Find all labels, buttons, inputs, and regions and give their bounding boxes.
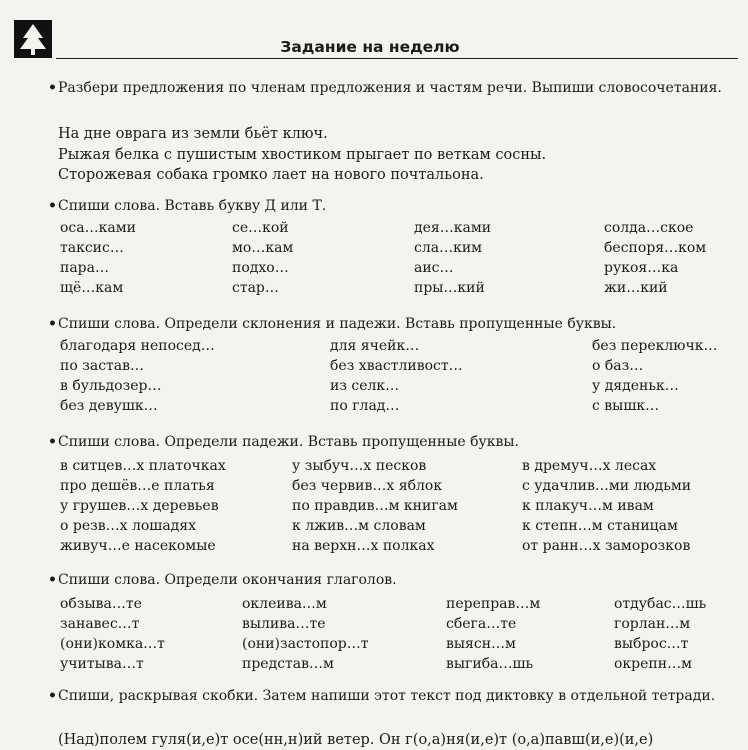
word-item: учитыва…т bbox=[60, 656, 144, 672]
task-2-words bbox=[60, 218, 730, 300]
word-item: выгиба…шь bbox=[446, 656, 534, 672]
page-title: Задание на неделю bbox=[214, 38, 526, 56]
word-item: про дешёв…е платья bbox=[60, 478, 215, 494]
word-item: сла…ким bbox=[414, 240, 483, 256]
word-item: жи…кий bbox=[604, 280, 668, 296]
word-item: к степн…м станицам bbox=[522, 518, 678, 534]
word-item: по правдив…м книгам bbox=[292, 498, 458, 514]
word-item: без червив…х яблок bbox=[292, 478, 443, 494]
task-3-words bbox=[60, 336, 730, 418]
word-item: щё…кам bbox=[60, 280, 124, 296]
word-item: выброс…т bbox=[614, 636, 689, 652]
task-2 bbox=[48, 196, 728, 216]
word-item: без переключк… bbox=[592, 338, 718, 354]
word-item: подхо… bbox=[232, 260, 289, 276]
word-item: дея…ками bbox=[414, 220, 492, 236]
task-1 bbox=[48, 78, 728, 98]
word-item: из селк… bbox=[330, 378, 400, 394]
word-item: с вышк… bbox=[592, 398, 660, 414]
word-item: оса…ками bbox=[60, 220, 136, 236]
word-item: по глад… bbox=[330, 398, 400, 414]
task-3-instruction: Спиши слова. Определи склонения и падежи. Вставь пропущенные буквы. bbox=[58, 316, 617, 332]
bullet-icon: • bbox=[48, 198, 57, 214]
word-item: о резв…х лошадях bbox=[60, 518, 197, 534]
header bbox=[14, 18, 738, 62]
task-6-instruction: Спиши, раскрывая скобки. Затем напиши этот текст под диктовку в отдельной тетради. bbox=[58, 688, 716, 704]
bullet-icon: • bbox=[48, 572, 57, 588]
word-item: таксис… bbox=[60, 240, 124, 256]
word-item: выясн…м bbox=[446, 636, 516, 652]
word-item: у дяденьк… bbox=[592, 378, 679, 394]
word-item: се…кой bbox=[232, 220, 289, 236]
bullet-icon: • bbox=[48, 434, 57, 450]
bullet-icon: • bbox=[48, 316, 57, 332]
task-4 bbox=[48, 432, 728, 452]
sentence: Рыжая белка с пушистым хвостиком прыгает по веткам сосны. bbox=[58, 146, 547, 163]
word-item: пара… bbox=[60, 260, 109, 276]
word-item: окрепн…м bbox=[614, 656, 692, 672]
word-item: к плакуч…м ивам bbox=[522, 498, 654, 514]
task-3 bbox=[48, 314, 728, 334]
task-4-instruction: Спиши слова. Определи падежи. Вставь пропущенные буквы. bbox=[58, 434, 519, 450]
word-item: пры…кий bbox=[414, 280, 485, 296]
word-item: мо…кам bbox=[232, 240, 294, 256]
task-4-words bbox=[60, 456, 730, 558]
word-item: беспоря…ком bbox=[604, 240, 707, 256]
sentence: Сторожевая собака громко лает на нового почтальона. bbox=[58, 167, 484, 183]
word-item: рукоя…ка bbox=[604, 260, 679, 276]
task-5 bbox=[48, 570, 728, 590]
word-item: обзыва…те bbox=[60, 596, 142, 612]
word-item: представ…м bbox=[242, 656, 334, 672]
task-1-sentences bbox=[58, 124, 546, 186]
word-item: без хвастливост… bbox=[330, 358, 463, 374]
word-item: горлан…м bbox=[614, 616, 691, 632]
task-2-instruction: Спиши слова. Вставь букву Д или Т. bbox=[58, 198, 327, 214]
word-item: у грушев…х деревьев bbox=[60, 498, 219, 514]
word-item: аис… bbox=[414, 260, 454, 276]
sentence: На дне оврага из земли бьёт ключ. bbox=[58, 126, 328, 142]
word-item: в дремуч…х лесах bbox=[522, 458, 657, 474]
word-item: (они)комка…т bbox=[60, 636, 165, 652]
task-1-instruction: Разбери предложения по членам предложения и частям речи. Выпиши словосочетания. bbox=[58, 80, 722, 96]
bullet-icon: • bbox=[48, 80, 57, 96]
word-item: в бульдозер… bbox=[60, 378, 162, 394]
word-item: к лжив…м словам bbox=[292, 518, 426, 534]
header-rule bbox=[56, 58, 738, 59]
word-item: живуч…е насекомые bbox=[60, 538, 216, 554]
word-item: о баз… bbox=[592, 358, 644, 374]
word-item: по застав… bbox=[60, 358, 145, 374]
word-item: в ситцев…х платочках bbox=[60, 458, 226, 474]
word-item: стар… bbox=[232, 280, 279, 296]
word-item: сбега…те bbox=[446, 616, 517, 632]
word-item: (они)застопор…т bbox=[242, 636, 369, 652]
tree-icon bbox=[14, 20, 52, 58]
word-item: отдубас…шь bbox=[614, 596, 707, 612]
task-5-words bbox=[60, 594, 730, 676]
word-item: у зыбуч…х песков bbox=[292, 458, 427, 474]
word-item: занавес…т bbox=[60, 616, 140, 632]
task-5-instruction: Спиши слова. Определи окончания глаголов. bbox=[58, 572, 397, 588]
word-item: солда…ское bbox=[604, 220, 694, 236]
bullet-icon: • bbox=[48, 688, 57, 704]
word-item: с удачлив…ми людьми bbox=[522, 478, 692, 494]
word-item: переправ…м bbox=[446, 596, 541, 612]
word-item: от ранн…х заморозков bbox=[522, 538, 691, 554]
dictation-text: (Над)полем гуля(и,е)т осе(нн,н)ий ветер. Он г(о,а)ня(и,е)т (о,а)павш(и,е)(и,е) bbox=[58, 732, 654, 748]
word-item: для ячейк… bbox=[330, 338, 420, 354]
word-item: на верхн…х полках bbox=[292, 538, 435, 554]
word-item: без девушк… bbox=[60, 398, 158, 414]
word-item: благодаря непосед… bbox=[60, 338, 215, 354]
task-6 bbox=[48, 686, 728, 706]
word-item: оклеива…м bbox=[242, 596, 327, 612]
word-item: вылива…те bbox=[242, 616, 326, 632]
